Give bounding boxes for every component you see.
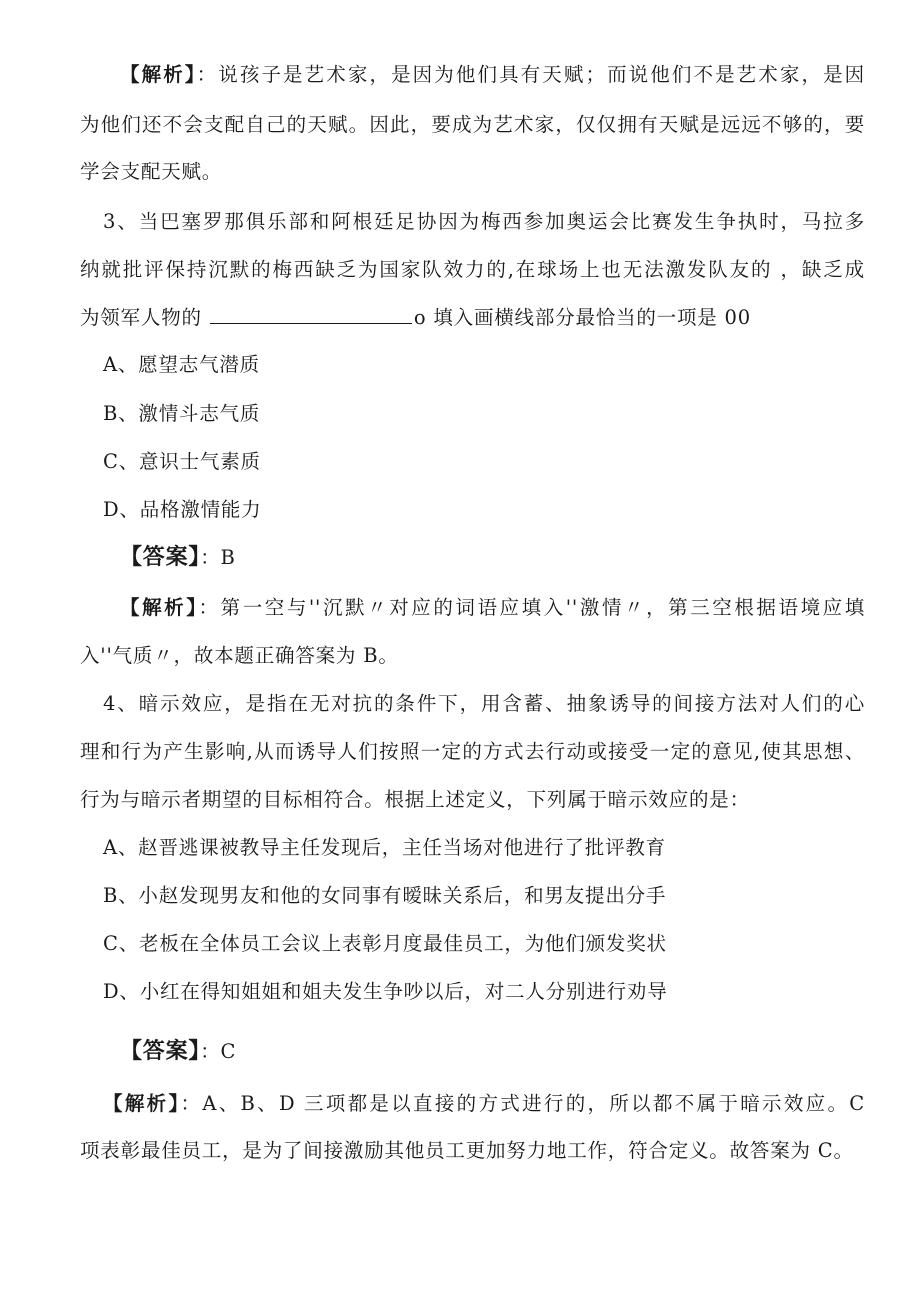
q3-option-d: D、品格激情能力 <box>103 498 262 521</box>
q3-option-b: B、激情斗志气质 <box>103 402 261 425</box>
analysis-text: ：A、B、D 三项都是以直接的方式进行的，所以都不属于暗示效应。C <box>180 1092 865 1115</box>
q3-analysis-line-1 <box>120 596 865 620</box>
q4-answer <box>120 1040 236 1064</box>
q2-analysis-line-1 <box>120 63 865 87</box>
q3-stem-line-1: 3、当巴塞罗那俱乐部和阿根廷足协因为梅西参加奥运会比赛发生争执时，马拉多 <box>103 210 865 233</box>
q4-stem-line-2: 理和行为产生影响,从而诱导人们按照一定的方式去行动或接受一定的意见,使其思想、 <box>80 740 865 763</box>
q4-stem-line-3: 行为与暗示者期望的目标相符合。根据上述定义，下列属于暗示效应的是： <box>80 788 750 811</box>
answer-label: 【答案】 <box>120 1039 201 1064</box>
q4-analysis-line-2: 项表彰最佳员工，是为了间接激励其他员工更加努力地工作，符合定义。故答案为 C。 <box>80 1139 854 1162</box>
answer-value: ：B <box>200 546 236 569</box>
analysis-label: 【解析】 <box>103 1092 181 1115</box>
q3-stem-line-2: 纳就批评保持沉默的梅西缺乏为国家队效力的,在球场上也无法激发队友的 ，缺乏成 <box>80 258 865 281</box>
q3-analysis-line-2: 入''气质〃，故本题正确答案为 B。 <box>80 644 399 667</box>
q3-stem-line-3-post: o 填入画横线部分最恰当的一项是 00 <box>413 306 751 329</box>
q2-analysis-line-3: 学会支配天赋。 <box>80 160 223 183</box>
q2-analysis-line-2: 为他们还不会支配自己的天赋。因此，要成为艺术家，仅仅拥有天赋是远远不够的，要 <box>80 113 865 136</box>
q3-option-c: C、意识士气素质 <box>103 450 261 473</box>
answer-value: ：C <box>200 1040 237 1063</box>
q4-stem-line-1: 4、暗示效应，是指在无对抗的条件下，用含蓄、抽象诱导的间接方法对人们的心 <box>103 692 865 715</box>
fill-in-blank <box>210 305 412 324</box>
analysis-text: ：第一空与''沉默〃对应的词语应填入''激情〃，第三空根据语境应填 <box>198 596 866 619</box>
q4-option-b: B、小赵发现男友和他的女同事有暧昧关系后，和男友提出分手 <box>103 884 667 907</box>
answer-label: 【答案】 <box>120 545 201 570</box>
q4-option-a: A、赵晋逃课被教导主任发现后，主任当场对他进行了批评教育 <box>103 836 666 859</box>
q4-analysis-line-1 <box>103 1092 865 1116</box>
analysis-label: 【解析】 <box>120 596 199 619</box>
analysis-text: ：说孩子是艺术家，是因为他们具有天赋；而说他们不是艺术家，是因 <box>196 63 865 86</box>
analysis-label: 【解析】 <box>120 63 197 86</box>
q3-stem-line-3-pre: 为领军人物的 <box>80 306 202 329</box>
q3-option-a: A、愿望志气潜质 <box>103 353 260 376</box>
q4-option-c: C、老板在全体员工会议上表彰月度最佳员工，为他们颁发奖状 <box>103 932 667 955</box>
q4-option-d: D、小红在得知姐姐和姐夫发生争吵以后，对二人分别进行劝导 <box>103 980 668 1003</box>
q3-answer <box>120 546 236 570</box>
q3-stem-line-3 <box>80 305 751 330</box>
